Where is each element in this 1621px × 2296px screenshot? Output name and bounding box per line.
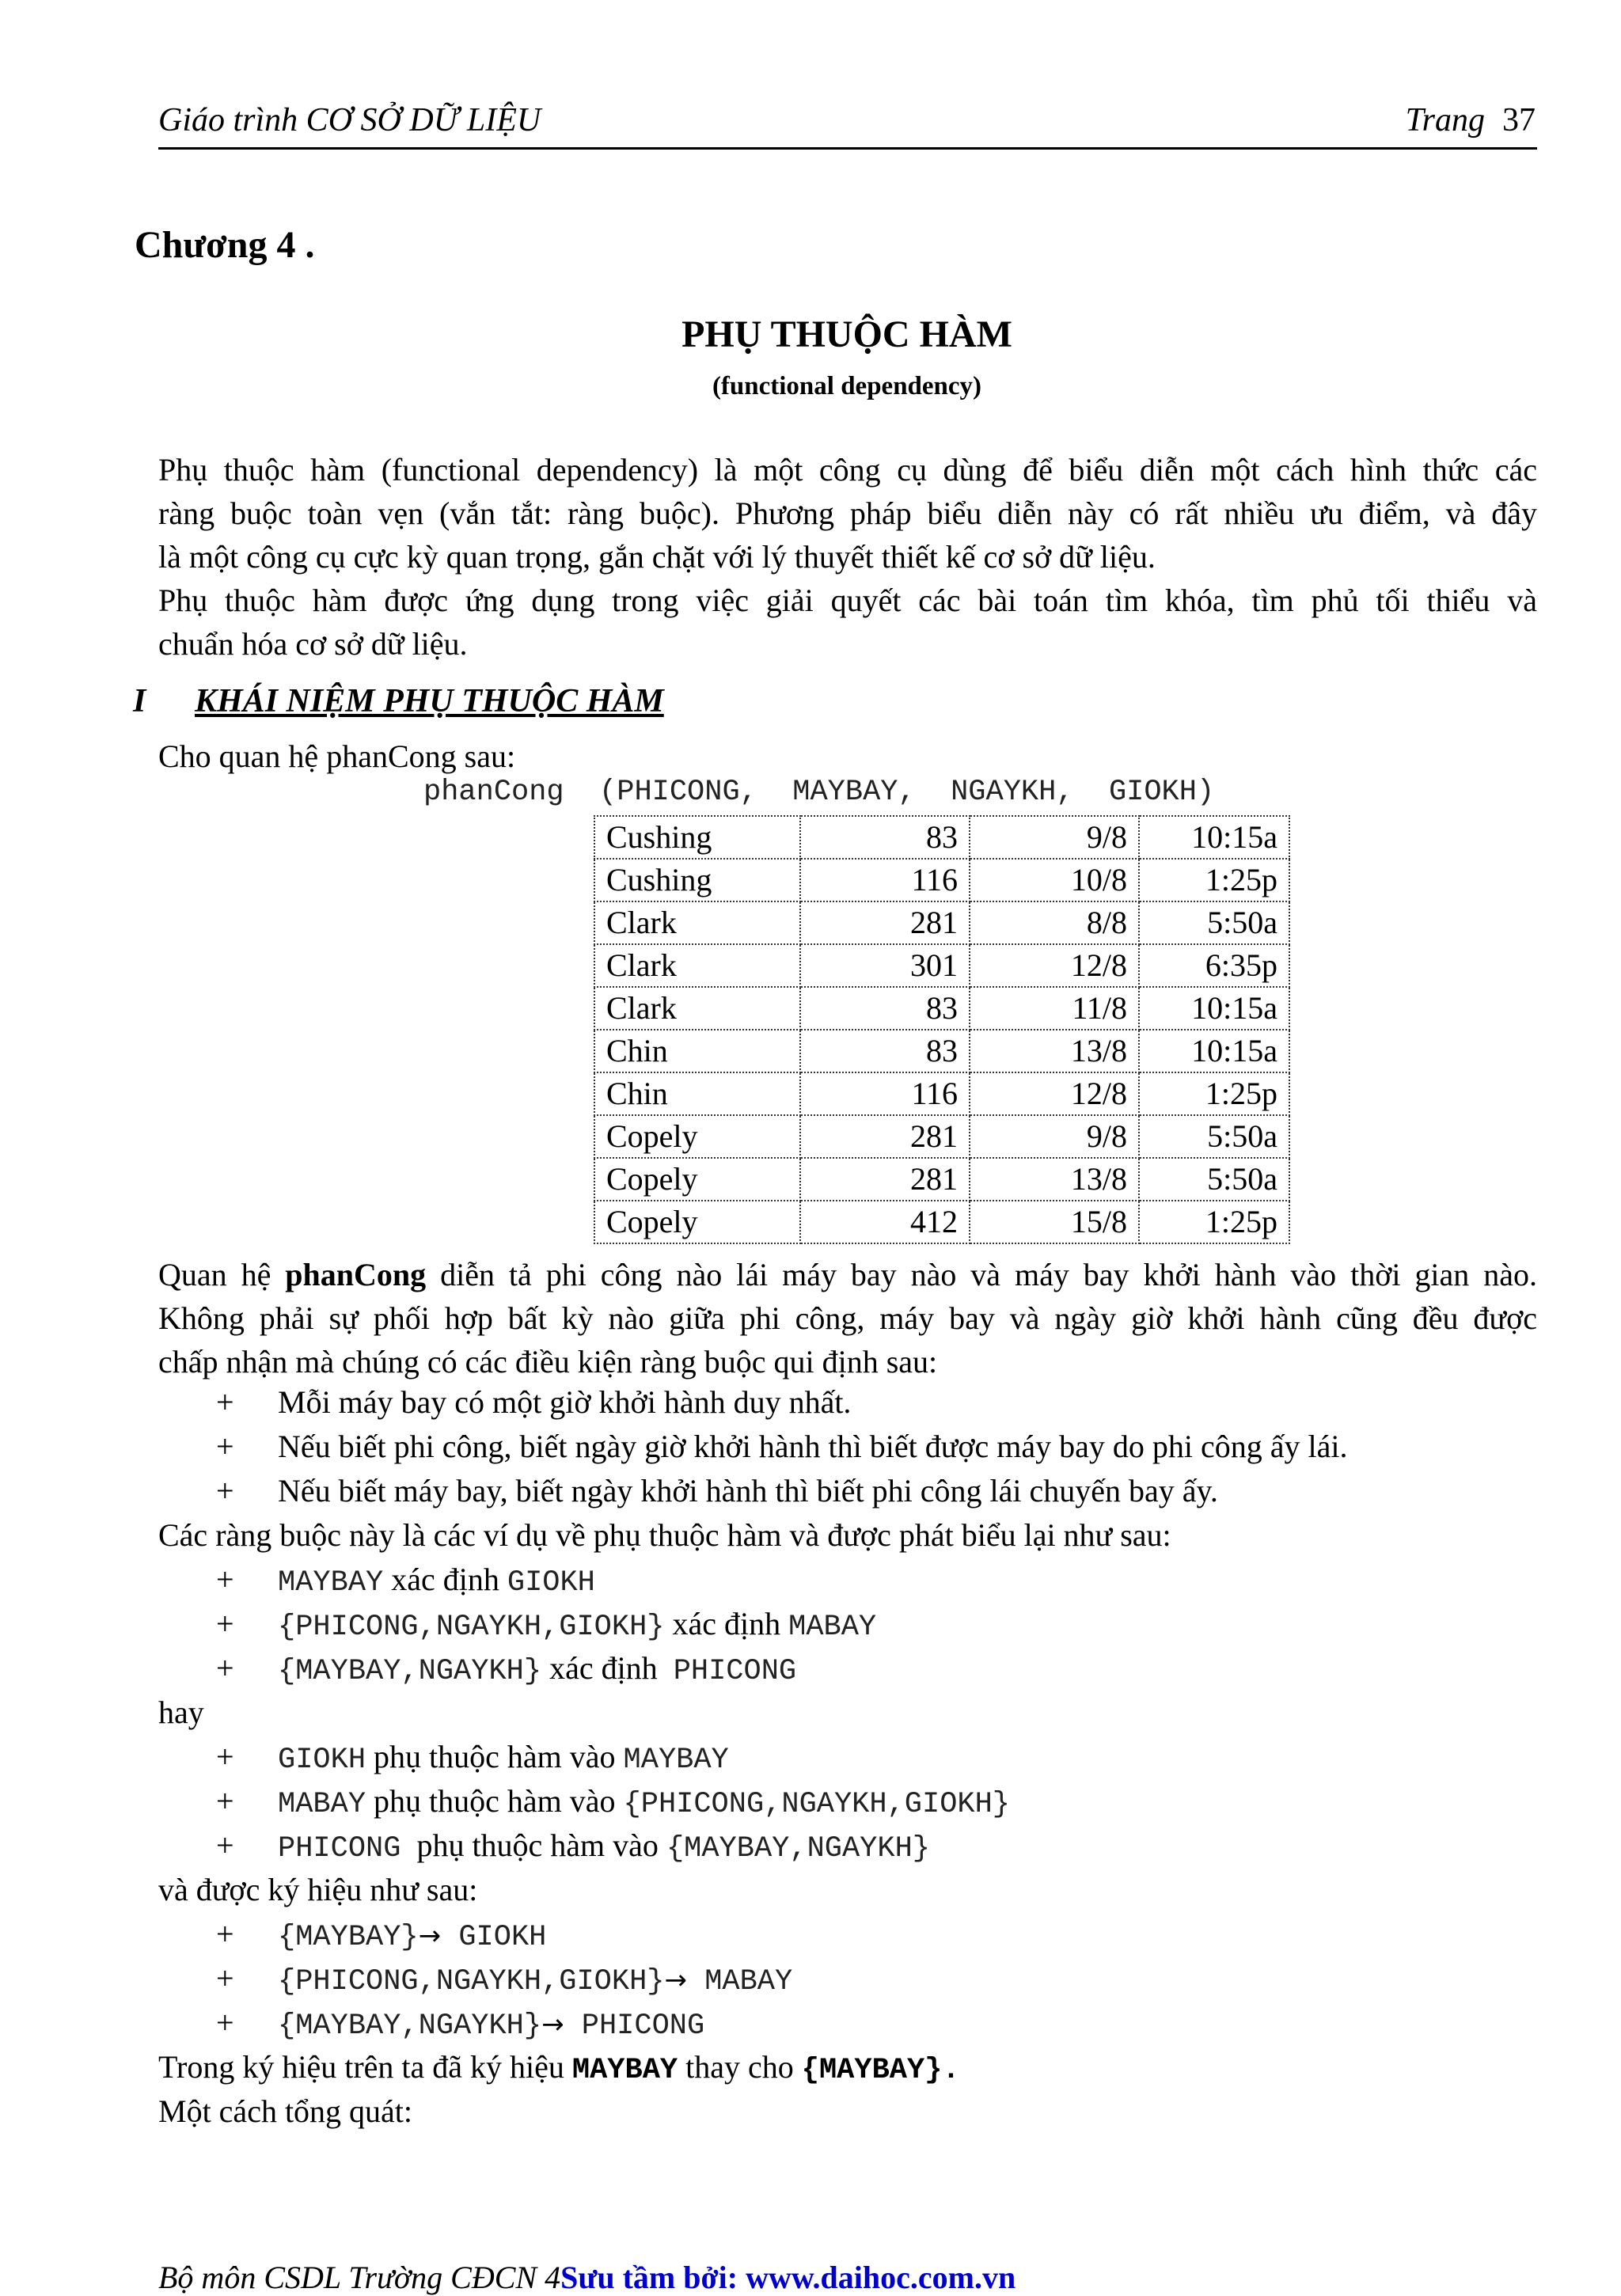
list-item [158,1469,1537,1513]
cell-maybay: 281 [800,1115,970,1158]
attribute-set: {MAYBAY,NGAYKH} [666,1832,930,1865]
table-row [594,816,1289,859]
header-page [1406,101,1536,139]
phancong-table [594,815,1290,1244]
text-line: Không phải sự phối hợp bất kỳ nào giữa phi công, máy bay và ngày giờ khởi hành cũng đều được [158,1300,1537,1336]
text-line: là một công cụ cực kỳ quan trọng, gắn chặt với lý thuyết thiết kế cơ sở dữ liệu. [158,539,1156,575]
section-heading [133,682,664,720]
bullet: + [216,1916,234,1952]
attribute-set: {MAYBAY,NGAYKH} [278,1655,542,1688]
bullet: + [216,1473,234,1509]
cell-giokh: 5:50a [1139,1115,1289,1158]
cell-maybay: 281 [800,1158,970,1201]
cell-giokh: 5:50a [1139,1158,1289,1201]
bullet: + [216,1827,234,1863]
attribute-set: MAYBAY [571,2054,678,2087]
list-item [158,2001,1537,2045]
text-line [158,1253,1537,1296]
cell-phicong: Copely [594,1201,800,1243]
chapter-heading: Chương 4 . [135,224,315,266]
attribute-set: {PHICONG,NGAYKH,GIOKH} [278,1965,665,1998]
cell-giokh: 6:35p [1139,944,1289,987]
cell-phicong: Clark [594,987,800,1030]
table-row [594,944,1289,987]
attribute-set: GIOKH [278,1744,366,1777]
list-item [158,1824,1537,1868]
bullet: + [216,1960,234,1996]
notation-intro: và được ký hiệu như sau: [158,1872,478,1907]
text-run: Quan hệ [158,1257,286,1292]
table-row [594,1201,1289,1243]
table-row [594,987,1289,1030]
text-line: ràng buộc toàn vẹn (vắn tắt: ràng buộc). Phương pháp biểu diễn này có rất nhiều ưu điểm, và đây [158,495,1537,531]
list-item [158,1425,1537,1469]
cell-giokh: 1:25p [1139,1201,1289,1243]
fd-list [158,1380,1537,2134]
header-page-label: Trang [1405,102,1485,139]
attribute-set: {PHICONG,NGAYKH,GIOKH} [278,1611,665,1644]
text-line: chấp nhận mà chúng có các điều kiện ràng buộc qui định sau: [158,1344,938,1379]
text-run: phụ thuộc hàm vào [401,1827,666,1863]
attribute-set: MAYBAY [278,1566,384,1600]
bullet: + [216,1384,234,1420]
cell-ngaykh: 9/8 [970,1115,1139,1158]
header-page-number: 37 [1502,102,1536,139]
section-number: I [133,683,146,719]
attribute-set: GIOKH [507,1566,595,1600]
list-item [158,1779,1537,1824]
bullet: + [216,1739,234,1774]
restate-intro: Các ràng buộc này là các ví dụ về phụ thuộc hàm và được phát biểu lại như sau: [158,1517,1171,1553]
section-title: KHÁI NIỆM PHỤ THUỘC HÀM [195,683,664,719]
table-row [594,1072,1289,1115]
attribute-set: {PHICONG,NGAYKH,GIOKH} [623,1788,1011,1821]
attribute-set: {MAYBAY} [278,1921,419,1954]
cell-phicong: Cushing [594,816,800,859]
attribute-set: GIOKH [441,1921,547,1954]
attribute-set: PHICONG [278,1832,401,1865]
table-row [594,859,1289,901]
page-title: PHỤ THUỘC HÀM [681,313,1012,355]
arrow-icon: → [664,1964,687,1996]
table-row [594,901,1289,944]
notation-note [158,2045,1537,2089]
constraint-text: Nếu biết phi công, biết ngày giờ khởi hành thì biết được máy bay do phi công ấy lái. [278,1429,1348,1464]
table-row [594,1158,1289,1201]
text-run: xác định [383,1562,507,1597]
cell-maybay: 281 [800,901,970,944]
attribute-set: {MAYBAY}. [801,2054,960,2087]
cell-ngaykh: 13/8 [970,1030,1139,1072]
cell-giokh: 1:25p [1139,859,1289,901]
cell-giokh: 10:15a [1139,1030,1289,1072]
attribute-set: MABAY [788,1611,877,1644]
text-line: Phụ thuộc hàm được ứng dụng trong việc giải quyết các bài toán tìm khóa, tìm phủ tối thiểu và [158,583,1537,618]
list-item [158,1646,1537,1691]
bullet: + [216,1429,234,1464]
attribute-set: MABAY [686,1965,793,1998]
text-line: chuẩn hóa cơ sở dữ liệu. [158,626,468,662]
page-footer [158,2259,1015,2296]
page-header [158,101,1536,149]
list-item [158,1380,1537,1425]
header-divider [158,147,1537,150]
cell-phicong: Clark [594,901,800,944]
arrow-icon: → [418,1920,442,1952]
cell-ngaykh: 10/8 [970,859,1139,901]
table-row [594,1030,1289,1072]
cell-maybay: 83 [800,987,970,1030]
attribute-set: {MAYBAY,NGAYKH} [278,2009,542,2043]
bullet: + [216,1606,234,1641]
cell-phicong: Copely [594,1115,800,1158]
table-row [594,1115,1289,1158]
text-run: xác định [541,1650,674,1686]
cell-ngaykh: 9/8 [970,816,1139,859]
intro-paragraph-2 [158,579,1537,666]
footer-credit-link[interactable]: Sưu tầm bởi: www.daihoc.com.vn [560,2260,1016,2295]
cell-maybay: 116 [800,859,970,901]
cell-ngaykh: 15/8 [970,1201,1139,1243]
cell-giokh: 10:15a [1139,816,1289,859]
footer-department: Bộ môn CSDL Trường CĐCN 4 [158,2260,561,2295]
attribute-set: PHICONG [564,2009,705,2043]
cell-phicong: Chin [594,1030,800,1072]
list-item [158,1558,1537,1602]
text-line: Phụ thuộc hàm (functional dependency) là một công cụ dùng để biểu diễn một cách hình thức các [158,452,1537,488]
cell-maybay: 301 [800,944,970,987]
cell-maybay: 116 [800,1072,970,1115]
page-subtitle: (functional dependency) [712,372,982,400]
bullet: + [216,2005,234,2040]
cell-ngaykh: 12/8 [970,944,1139,987]
bullet: + [216,1562,234,1597]
arrow-icon: → [541,2009,564,2040]
list-item [158,1956,1537,2001]
text-run: phụ thuộc hàm vào [366,1783,624,1819]
cell-ngaykh: 11/8 [970,987,1139,1030]
general-text: Một cách tổng quát: [158,2093,413,2129]
relation-description [158,1253,1537,1383]
cell-phicong: Copely [594,1158,800,1201]
text-run: xác định [664,1606,789,1641]
list-item [158,1602,1537,1646]
cell-phicong: Chin [594,1072,800,1115]
cell-giokh: 5:50a [1139,901,1289,944]
cell-ngaykh: 13/8 [970,1158,1139,1201]
relation-name: phanCong [285,1257,427,1292]
text-run: diễn tả phi công nào lái máy bay nào và máy bay khởi hành vào thời gian nào. [426,1257,1537,1292]
text-run: Trong ký hiệu trên ta đã ký hiệu [158,2049,572,2085]
constraint-text: Mỗi máy bay có một giờ khởi hành duy nhất. [278,1384,852,1420]
cell-maybay: 412 [800,1201,970,1243]
cell-phicong: Cushing [594,859,800,901]
text-run: thay cho [678,2049,802,2085]
bullet: + [216,1650,234,1686]
cell-giokh: 10:15a [1139,987,1289,1030]
cell-maybay: 83 [800,816,970,859]
relation-schema: phanCong (PHICONG, MAYBAY, NGAYKH, GIOKH) [423,776,1215,809]
relation-intro: Cho quan hệ phanCong sau: [158,738,516,774]
bullet: + [216,1783,234,1819]
intro-paragraph-1 [158,448,1537,579]
header-book-title: Giáo trình CƠ SỞ DỮ LIỆU [158,102,541,139]
list-item [158,1912,1537,1956]
attribute-set: MAYBAY [623,1744,729,1777]
attribute-set: MABAY [278,1788,366,1821]
cell-ngaykh: 8/8 [970,901,1139,944]
text-run: phụ thuộc hàm vào [366,1739,624,1774]
cell-giokh: 1:25p [1139,1072,1289,1115]
attribute-set: PHICONG [673,1655,797,1688]
hay-text: hay [158,1694,204,1730]
cell-phicong: Clark [594,944,800,987]
constraint-text: Nếu biết máy bay, biết ngày khởi hành thì biết phi công lái chuyến bay ấy. [278,1473,1218,1509]
cell-maybay: 83 [800,1030,970,1072]
list-item [158,1735,1537,1779]
cell-ngaykh: 12/8 [970,1072,1139,1115]
